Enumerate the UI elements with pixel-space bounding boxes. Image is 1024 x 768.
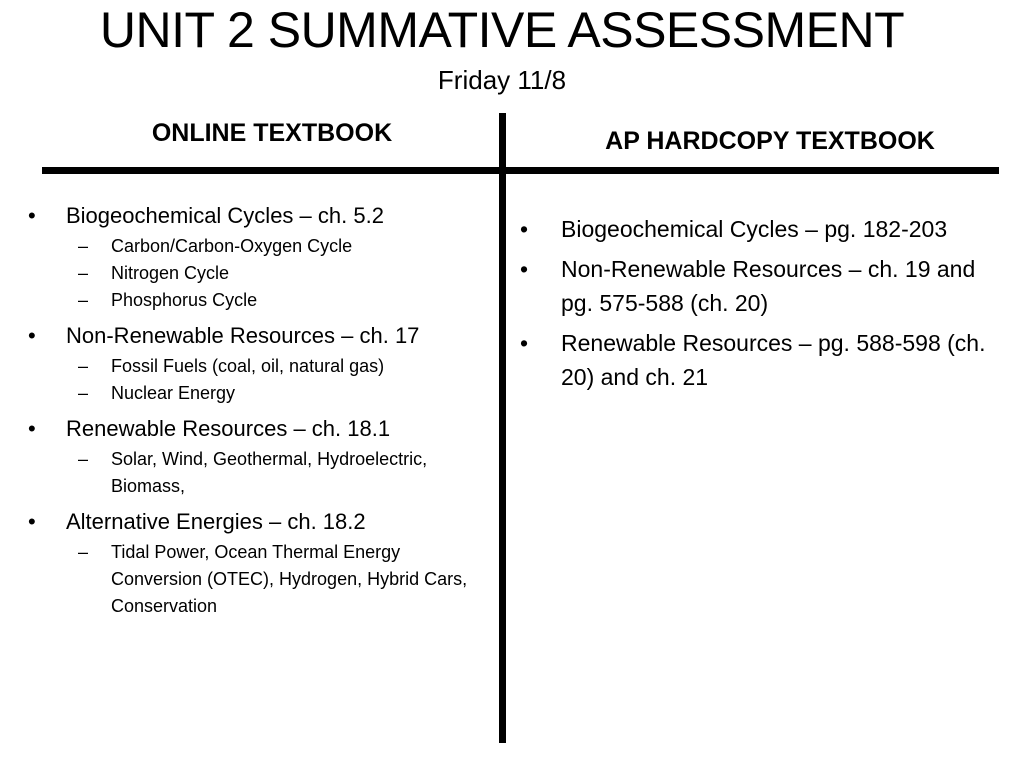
topic-label: Non-Renewable Resources – ch. 19 and pg. 575-588 (ch. 20) bbox=[561, 256, 976, 316]
t-chart-horizontal-divider bbox=[42, 167, 999, 174]
topic-label: Non-Renewable Resources – ch. 17 bbox=[66, 323, 420, 348]
list-item bbox=[66, 233, 488, 260]
topic-label: Biogeochemical Cycles – pg. 182-203 bbox=[561, 216, 948, 242]
subtopic-label: Phosphorus Cycle bbox=[111, 290, 258, 310]
dash-icon: – bbox=[78, 263, 89, 283]
list-item bbox=[28, 415, 488, 500]
list-item bbox=[28, 508, 488, 620]
left-column-heading: ONLINE TEXTBOOK bbox=[151, 119, 393, 147]
right-column bbox=[520, 212, 1000, 400]
t-chart-vertical-divider bbox=[499, 113, 506, 743]
list-item bbox=[28, 202, 488, 314]
dash-icon: – bbox=[78, 542, 89, 562]
left-topic-list bbox=[28, 202, 488, 620]
bullet-icon: • bbox=[520, 256, 529, 282]
dash-icon: – bbox=[78, 236, 89, 256]
subtopic-list bbox=[66, 446, 488, 500]
list-item bbox=[28, 322, 488, 407]
slide-title: UNIT 2 SUMMATIVE ASSESSMENT bbox=[99, 2, 905, 58]
subtopic-list bbox=[66, 353, 488, 407]
subtopic-label: Fossil Fuels (coal, oil, natural gas) bbox=[111, 356, 385, 376]
topic-label: Renewable Resources – pg. 588-598 (ch. 20) and ch. 21 bbox=[561, 330, 986, 390]
dash-icon: – bbox=[78, 356, 89, 376]
list-item bbox=[66, 539, 488, 620]
bullet-icon: • bbox=[28, 509, 36, 534]
list-item bbox=[66, 287, 488, 314]
bullet-icon: • bbox=[28, 323, 36, 348]
right-topic-list bbox=[520, 212, 1000, 394]
bullet-icon: • bbox=[28, 416, 36, 441]
subtopic-label: Tidal Power, Ocean Thermal Energy Conversion (OTEC), Hydrogen, Hybrid Cars, Conservation bbox=[111, 542, 468, 616]
list-item bbox=[66, 446, 488, 500]
subtopic-label: Nitrogen Cycle bbox=[111, 263, 230, 283]
dash-icon: – bbox=[78, 449, 89, 469]
slide-subtitle: Friday 11/8 bbox=[437, 65, 567, 95]
list-item bbox=[66, 353, 488, 380]
bullet-icon: • bbox=[520, 330, 529, 356]
left-column bbox=[28, 202, 488, 628]
list-item bbox=[520, 326, 1000, 394]
bullet-icon: • bbox=[520, 216, 529, 242]
bullet-icon: • bbox=[28, 203, 36, 228]
subtopic-label: Solar, Wind, Geothermal, Hydroelectric, Biomass, bbox=[111, 449, 428, 496]
topic-label: Biogeochemical Cycles – ch. 5.2 bbox=[66, 203, 384, 228]
dash-icon: – bbox=[78, 290, 89, 310]
topic-label: Alternative Energies – ch. 18.2 bbox=[66, 509, 366, 534]
right-column-heading: AP HARDCOPY TEXTBOOK bbox=[605, 127, 935, 155]
dash-icon: – bbox=[78, 383, 89, 403]
list-item bbox=[520, 212, 1000, 246]
subtopic-list bbox=[66, 233, 488, 314]
list-item bbox=[66, 380, 488, 407]
list-item bbox=[66, 260, 488, 287]
subtopic-list bbox=[66, 539, 488, 620]
topic-label: Renewable Resources – ch. 18.1 bbox=[66, 416, 391, 441]
list-item bbox=[520, 252, 1000, 320]
subtopic-label: Carbon/Carbon-Oxygen Cycle bbox=[111, 236, 353, 256]
subtopic-label: Nuclear Energy bbox=[111, 383, 236, 403]
